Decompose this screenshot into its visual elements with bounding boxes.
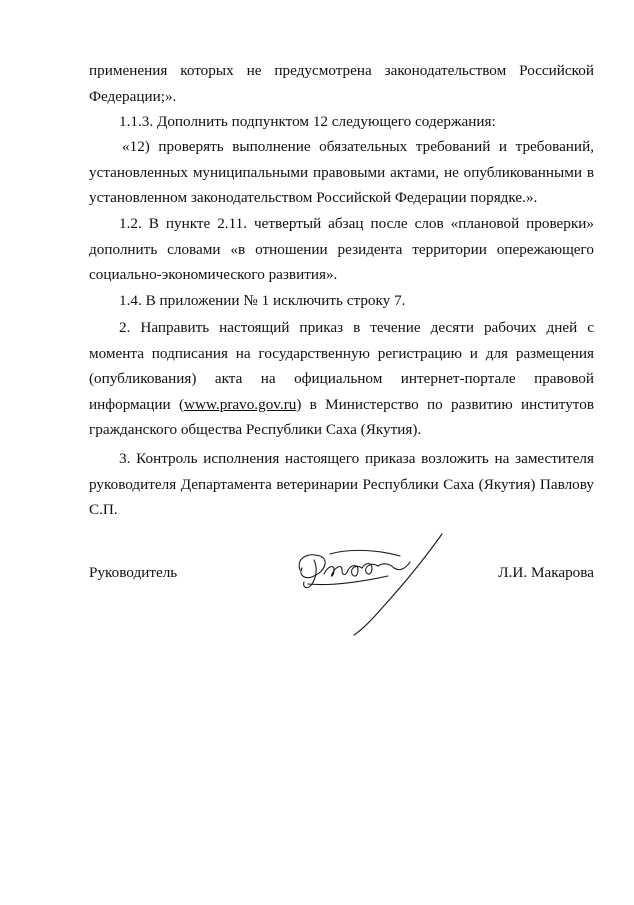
paragraph-1-4: 1.4. В приложении № 1 исключить строку 7.	[119, 292, 406, 309]
paragraph-1-1-3-heading: 1.1.3. Дополнить подпунктом 12 следующего содержания:	[119, 113, 496, 130]
pravo-gov-link[interactable]: www.pravo.gov.ru	[184, 395, 297, 413]
paragraph-1-1-3-text: «12) проверять выполнение обязательных требований и требований, установленных муниципальными правовыми актами, не опубликованными в установленном законодательством Российской Федерации порядке.».	[89, 138, 594, 206]
signatory-title: Руководитель	[89, 564, 178, 581]
paragraph-1-2: 1.2. В пункте 2.11. четвертый абзац после слов «плановой проверки» дополнить словами «в отношении резидента территории опережающего социально-экономического развития».	[89, 215, 594, 283]
paragraph-2-text-after: ) в Министерство по развитию институтов гражданского общества Республики Саха (Якутия).	[89, 395, 595, 438]
paragraph-continuation: применения которых не предусмотрена законодательством Российской Федерации;».	[89, 62, 594, 105]
paragraph-2	[89, 315, 594, 443]
signatory-name: Л.И. Макарова	[498, 564, 594, 581]
handwritten-signature	[290, 528, 450, 638]
paragraph-3: 3. Контроль исполнения настоящего приказа возложить на заместителя руководителя Департамента ветеринарии Республики Саха (Якутия) Павлову С.П.	[89, 450, 594, 518]
paragraph-2-text-before: 2. Направить настоящий приказ в течение десяти рабочих дней с момента подписания на государственную регистрацию и для размещения (опубликования) акта на официальном интернет-портале правовой информации (	[89, 319, 594, 413]
